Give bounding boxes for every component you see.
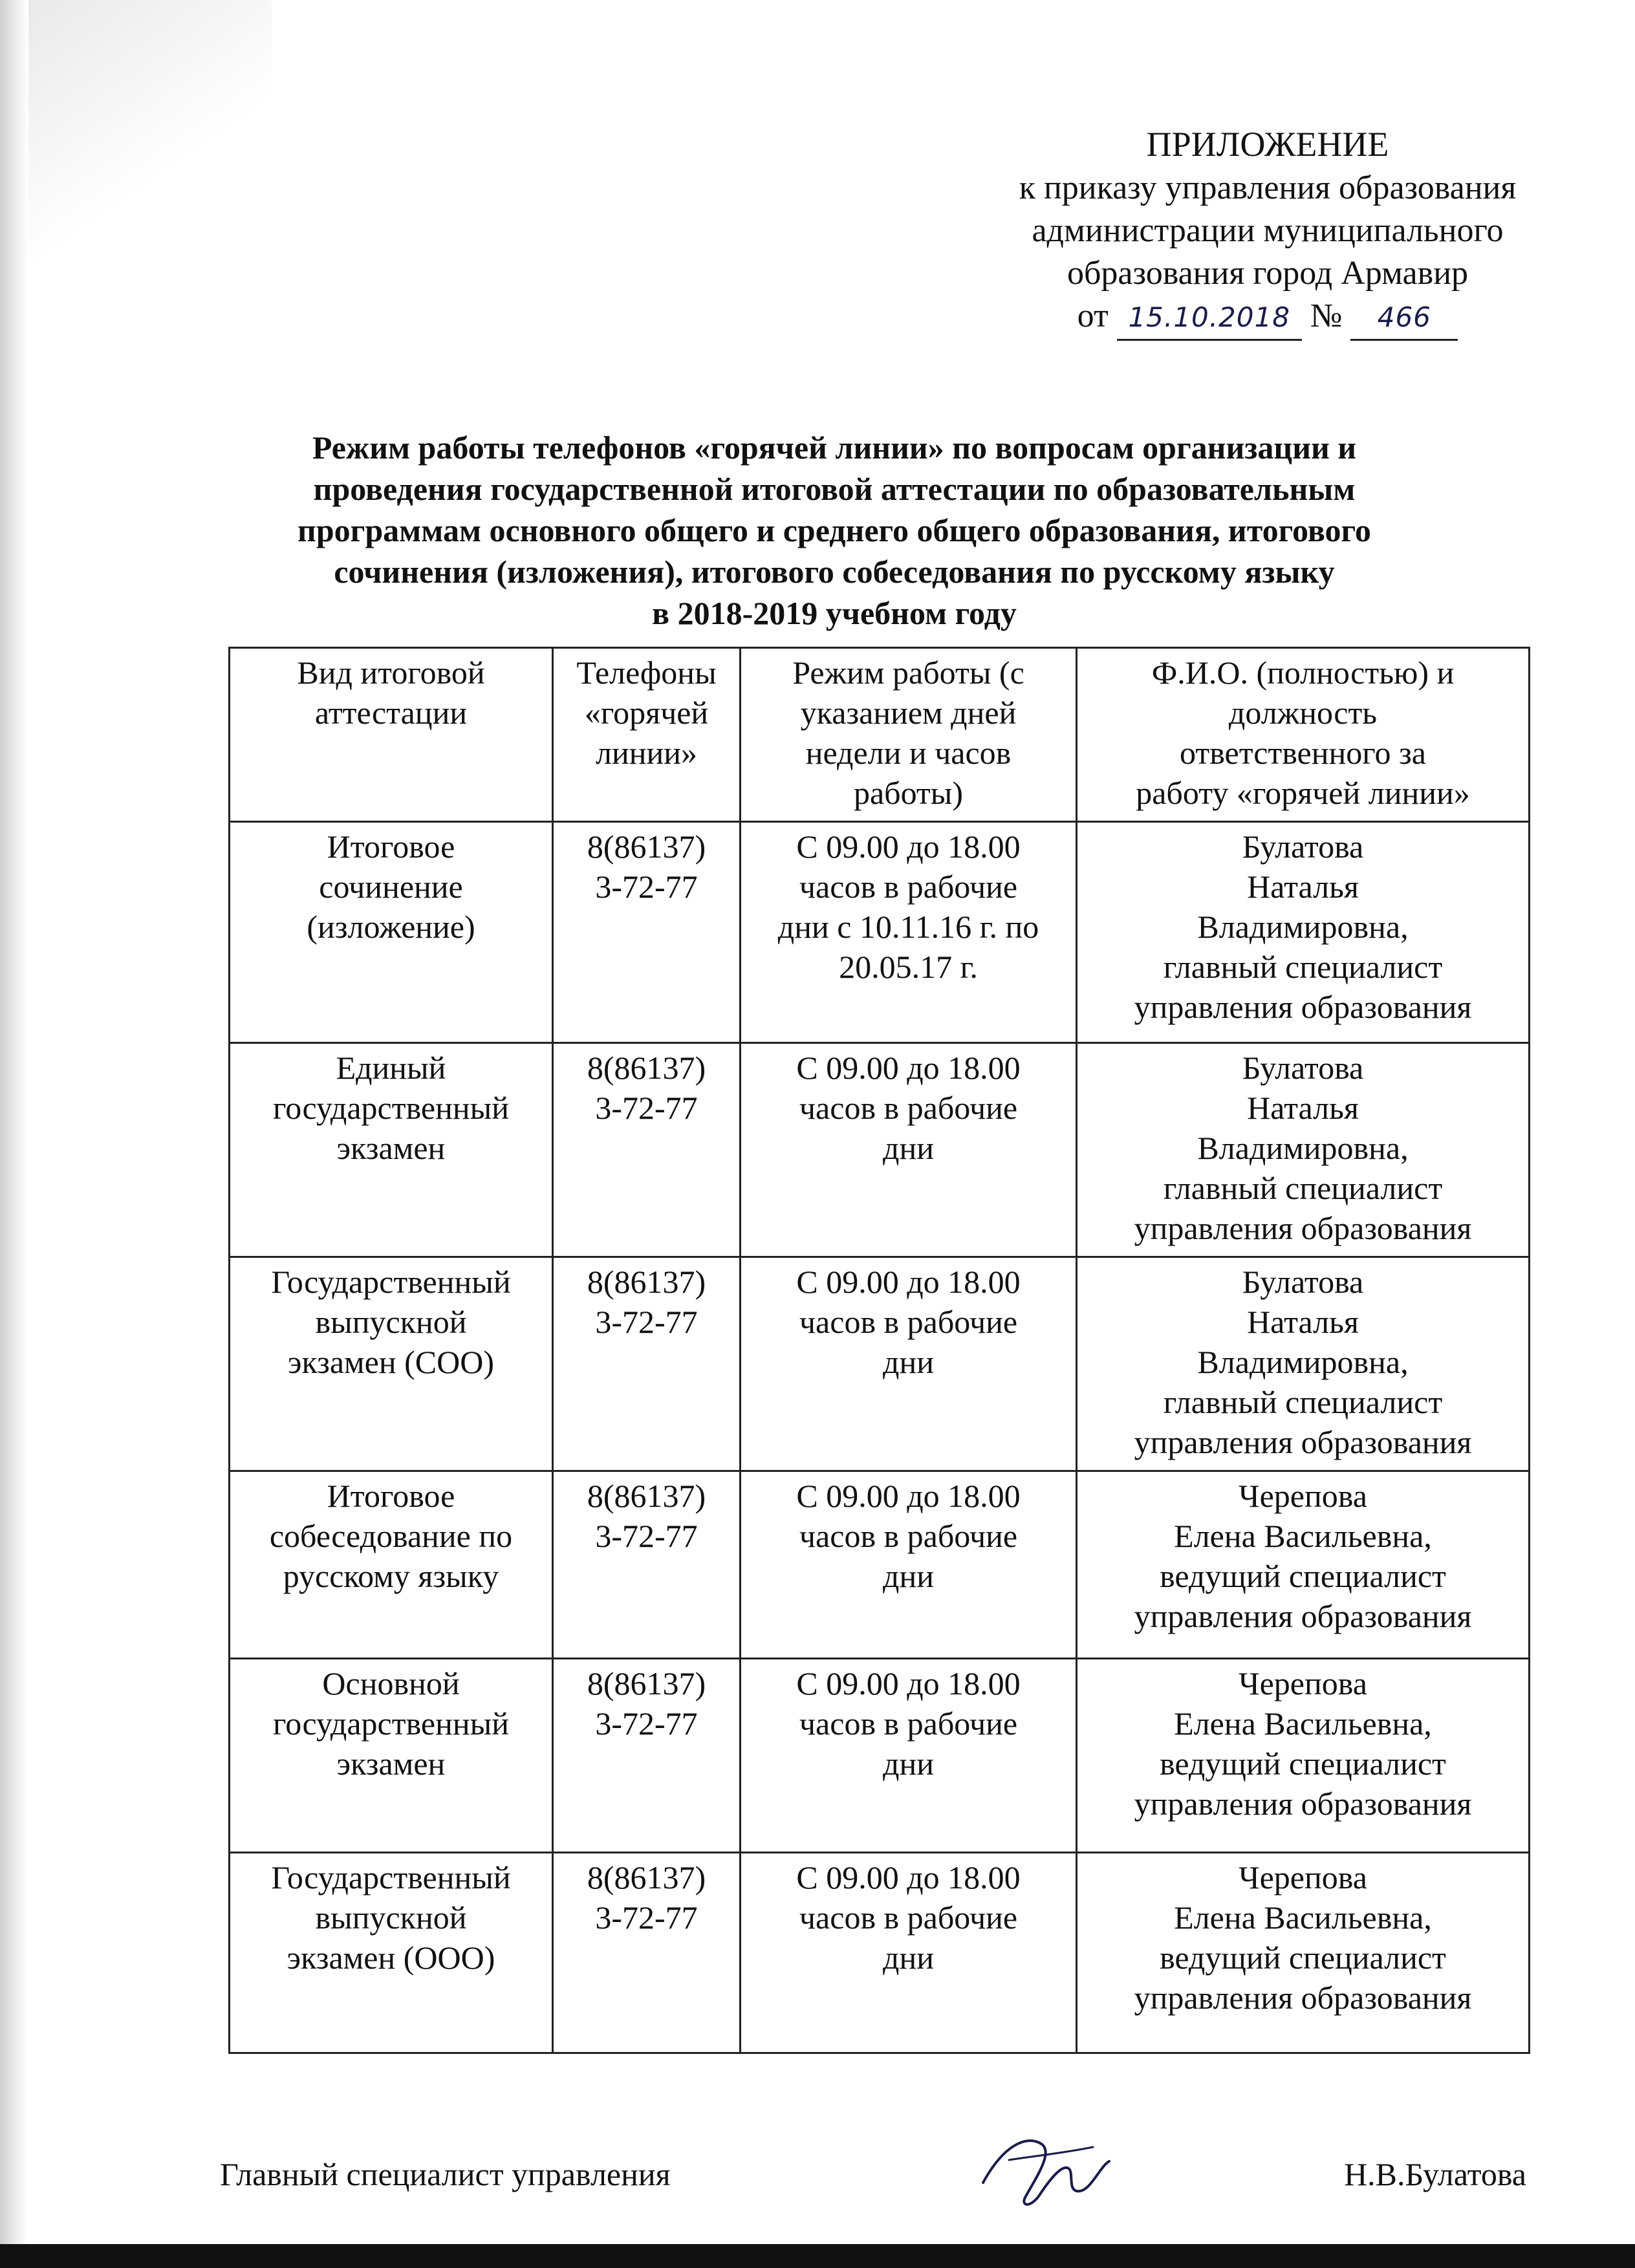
cell-line: главный специалист — [1163, 949, 1443, 985]
cell-line: Итоговое — [327, 828, 455, 865]
cell-line: С 09.00 до 18.00 — [796, 1050, 1021, 1086]
cell-line: Наталья — [1247, 869, 1359, 905]
cell-phone — [553, 1659, 741, 1853]
cell-line: 8(86137) — [587, 1050, 706, 1086]
cell-line: выпускной — [315, 1304, 467, 1340]
header-phones — [553, 648, 741, 822]
cell-line: часов в рабочие — [799, 869, 1018, 905]
cell-exam-type — [230, 1257, 553, 1471]
cell-line: русскому языку — [283, 1558, 499, 1594]
cell-line: Черепова — [1239, 1665, 1367, 1701]
cell-line: (изложение) — [307, 909, 475, 945]
cell-line: часов в рабочие — [799, 1518, 1018, 1554]
title-line: сочинения (изложения), итогового собеседования по русскому языку — [334, 554, 1335, 590]
cell-line: Государственный — [271, 1264, 511, 1300]
cell-line: Елена Васильевна, — [1174, 1518, 1432, 1554]
cell-line: главный специалист — [1163, 1384, 1443, 1420]
cell-phone — [553, 1257, 741, 1471]
appendix-line: администрации муниципального — [1032, 212, 1504, 249]
number-sign: № — [1310, 297, 1343, 334]
header-exam-type — [230, 648, 553, 822]
cell-schedule — [741, 1257, 1077, 1471]
title-line: программам основного общего и среднего общего образования, итогового — [298, 512, 1371, 548]
header-line: линии» — [596, 735, 697, 771]
hotline-table — [228, 647, 1530, 2054]
cell-phone — [553, 1043, 741, 1257]
cell-line: ведущий специалист — [1160, 1745, 1446, 1782]
cell-line: управления образования — [1134, 989, 1472, 1025]
cell-line: дни — [883, 1130, 934, 1166]
signer-name: Н.В.Булатова — [1344, 2156, 1526, 2192]
cell-line: 8(86137) — [587, 828, 706, 865]
header-schedule — [741, 648, 1077, 822]
cell-line: Булатова — [1242, 828, 1364, 865]
cell-schedule — [741, 822, 1077, 1043]
table-header-row — [230, 648, 1530, 822]
header-line: работы) — [853, 775, 964, 811]
cell-line: 3-72-77 — [595, 1090, 698, 1126]
cell-line: экзамен (ООО) — [287, 1939, 495, 1976]
title-line: в 2018-2019 учебном году — [652, 595, 1017, 631]
cell-line: 8(86137) — [587, 1665, 706, 1701]
cell-line: 3-72-77 — [595, 869, 698, 905]
cell-line: 3-72-77 — [595, 1304, 698, 1340]
cell-line: собеседование по — [269, 1518, 513, 1554]
cell-line: управления образования — [1134, 1980, 1472, 2016]
cell-line: 8(86137) — [587, 1478, 706, 1514]
handwritten-signature — [964, 2121, 1125, 2218]
cell-line: Черепова — [1239, 1859, 1367, 1895]
cell-line: государственный — [273, 1090, 509, 1126]
cell-phone — [553, 822, 741, 1043]
order-number-handwritten: 466 — [1350, 296, 1458, 341]
cell-line: С 09.00 до 18.00 — [796, 1478, 1021, 1514]
header-line: Режим работы (с — [792, 654, 1024, 691]
cell-exam-type — [230, 1659, 553, 1853]
cell-responsible — [1077, 1659, 1530, 1853]
table-row — [230, 822, 1530, 1043]
cell-line: часов в рабочие — [799, 1090, 1018, 1126]
cell-line: Булатова — [1242, 1264, 1364, 1300]
cell-line: экзамен (СОО) — [288, 1344, 494, 1380]
table-row — [230, 1257, 1530, 1471]
header-responsible — [1077, 648, 1530, 822]
cell-line: Елена Васильевна, — [1174, 1705, 1432, 1742]
cell-line: Черепова — [1239, 1478, 1367, 1514]
cell-line: ведущий специалист — [1160, 1939, 1446, 1976]
cell-phone — [553, 1471, 741, 1659]
cell-line: государственный — [273, 1705, 509, 1742]
cell-line: дни с 10.11.16 г. по — [777, 909, 1039, 945]
order-date-line — [944, 295, 1591, 341]
header-line: аттестации — [314, 695, 468, 731]
cell-line: управления образования — [1134, 1598, 1472, 1634]
cell-schedule — [741, 1471, 1077, 1659]
cell-line: экзамен — [336, 1130, 446, 1166]
appendix-heading: ПРИЛОЖЕНИЕ — [1146, 125, 1389, 164]
header-line: работу «горячей линии» — [1136, 775, 1470, 811]
header-line: «горячей — [584, 695, 709, 731]
cell-line: Итоговое — [327, 1478, 455, 1514]
signer-role: Главный специалист управления — [220, 2156, 671, 2192]
appendix-line: образования город Армавир — [1067, 255, 1469, 292]
cell-responsible — [1077, 1471, 1530, 1659]
order-date-handwritten: 15.10.2018 — [1117, 296, 1302, 341]
appendix-header — [944, 123, 1591, 341]
document-title — [194, 427, 1475, 634]
cell-line: управления образования — [1134, 1424, 1472, 1460]
cell-line: главный специалист — [1163, 1170, 1443, 1206]
header-line: должность — [1228, 695, 1378, 731]
cell-line: выпускной — [315, 1899, 467, 1936]
header-line: ответственного за — [1180, 735, 1426, 771]
cell-line: экзамен — [336, 1745, 446, 1782]
cell-line: управления образования — [1134, 1786, 1472, 1822]
header-line: указанием дней — [800, 695, 1017, 731]
cell-line: дни — [883, 1939, 934, 1976]
cell-schedule — [741, 1043, 1077, 1257]
cell-line: С 09.00 до 18.00 — [796, 828, 1021, 865]
cell-exam-type — [230, 822, 553, 1043]
cell-line: Единый — [336, 1050, 446, 1086]
scan-bottom-border — [0, 2244, 1635, 2268]
cell-line: часов в рабочие — [799, 1705, 1018, 1742]
cell-line: 8(86137) — [587, 1859, 706, 1895]
title-line: Режим работы телефонов «горячей линии» по вопросам организации и — [312, 429, 1357, 466]
cell-line: 3-72-77 — [595, 1705, 698, 1742]
cell-line: 20.05.17 г. — [839, 949, 978, 985]
cell-line: 3-72-77 — [595, 1899, 698, 1936]
cell-line: управления образования — [1134, 1210, 1472, 1246]
cell-exam-type — [230, 1853, 553, 2053]
header-line: Телефоны — [576, 654, 717, 691]
cell-line: Наталья — [1247, 1304, 1359, 1340]
cell-line: Елена Васильевна, — [1174, 1899, 1432, 1936]
table-row — [230, 1043, 1530, 1257]
header-line: Ф.И.О. (полностью) и — [1151, 654, 1455, 691]
table-row — [230, 1853, 1530, 2053]
cell-line: дни — [883, 1558, 934, 1594]
cell-line: 8(86137) — [587, 1264, 706, 1300]
cell-responsible — [1077, 1257, 1530, 1471]
cell-line: Наталья — [1247, 1090, 1359, 1126]
cell-responsible — [1077, 1853, 1530, 2053]
cell-schedule — [741, 1853, 1077, 2053]
cell-line: дни — [883, 1745, 934, 1782]
cell-line: Основной — [322, 1665, 460, 1701]
cell-exam-type — [230, 1471, 553, 1659]
cell-line: Владимировна, — [1197, 1130, 1409, 1166]
cell-line: Булатова — [1242, 1050, 1364, 1086]
cell-schedule — [741, 1659, 1077, 1853]
cell-phone — [553, 1853, 741, 2053]
date-prefix: от — [1077, 297, 1109, 334]
scan-left-edge — [0, 0, 28, 2268]
appendix-line: к приказу управления образования — [1019, 169, 1517, 206]
header-line: Вид итоговой — [297, 654, 485, 691]
cell-line: Государственный — [271, 1859, 511, 1895]
cell-exam-type — [230, 1043, 553, 1257]
table-row — [230, 1471, 1530, 1659]
cell-line: Владимировна, — [1197, 1344, 1409, 1380]
cell-line: дни — [883, 1344, 934, 1380]
title-line: проведения государственной итоговой аттестации по образовательным — [313, 471, 1356, 507]
cell-line: 3-72-77 — [595, 1518, 698, 1554]
cell-line: С 09.00 до 18.00 — [796, 1264, 1021, 1300]
cell-line: часов в рабочие — [799, 1899, 1018, 1936]
cell-line: С 09.00 до 18.00 — [796, 1859, 1021, 1895]
scan-corner-shadow — [0, 0, 272, 336]
table-row — [230, 1659, 1530, 1853]
cell-responsible — [1077, 822, 1530, 1043]
header-line: недели и часов — [805, 735, 1012, 771]
cell-line: Владимировна, — [1197, 909, 1409, 945]
cell-responsible — [1077, 1043, 1530, 1257]
cell-line: С 09.00 до 18.00 — [796, 1665, 1021, 1701]
cell-line: сочинение — [319, 869, 463, 905]
cell-line: ведущий специалист — [1160, 1558, 1446, 1594]
cell-line: часов в рабочие — [799, 1304, 1018, 1340]
